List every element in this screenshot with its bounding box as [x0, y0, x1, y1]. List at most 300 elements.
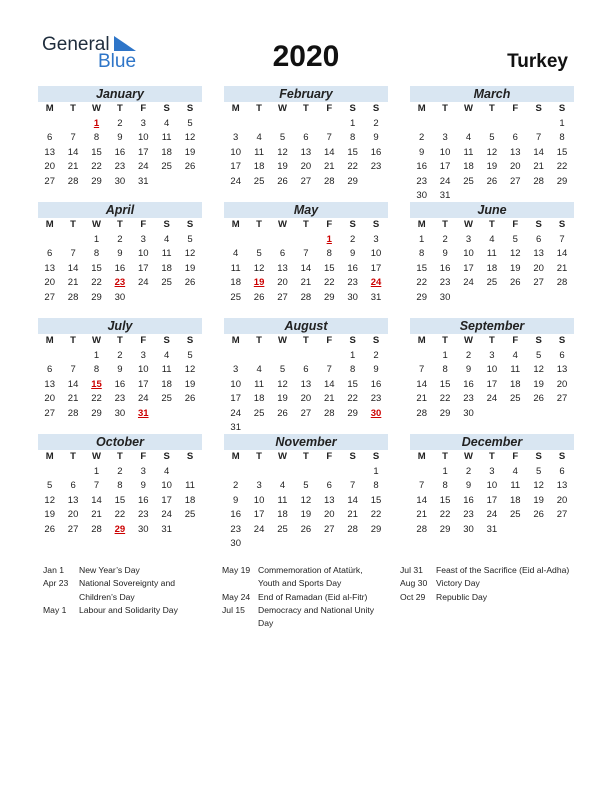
day-cell: 22	[556, 161, 568, 172]
weekday-label: S	[186, 103, 194, 114]
day-cell: 11	[230, 262, 241, 274]
day-cell: 6	[303, 364, 309, 375]
empty-day-cell	[247, 349, 270, 364]
weekday-label: F	[326, 451, 333, 462]
day-cell: 11	[161, 132, 172, 143]
weekday-label: T	[116, 103, 123, 114]
day-cell: 20	[533, 262, 544, 274]
weekday-label: T	[488, 103, 495, 114]
day-cell: 19	[509, 262, 521, 274]
empty-day-cell	[457, 291, 480, 306]
day-cell: 6	[326, 480, 332, 491]
day-cell: 22	[91, 393, 102, 404]
empty-day-cell	[178, 291, 201, 306]
day-cell: 14	[67, 378, 79, 390]
day-cell: 11	[254, 378, 265, 390]
weekday-header-row	[224, 218, 388, 233]
day-cell: 26	[486, 175, 498, 187]
day-cell: 4	[164, 349, 170, 361]
empty-day-cell	[480, 407, 503, 422]
day-cell: 16	[463, 494, 474, 506]
weekday-label: T	[116, 335, 123, 346]
month-september	[410, 318, 574, 421]
weekday-label: S	[558, 219, 566, 230]
week-row	[224, 233, 388, 248]
week-row	[38, 247, 202, 262]
day-cell: 8	[93, 132, 100, 143]
day-cell: 5	[536, 349, 542, 361]
empty-day-cell	[318, 465, 341, 480]
day-cell: 30	[230, 538, 241, 549]
day-cell: 15	[556, 146, 568, 158]
holiday-name: Victory Day	[436, 578, 480, 589]
day-cell: 5	[279, 364, 286, 375]
day-cell: 1	[93, 233, 100, 245]
day-cell: 1	[419, 233, 425, 245]
day-cell: 14	[67, 262, 79, 274]
day-cell: 21	[300, 277, 312, 288]
day-cell: 16	[463, 378, 474, 390]
week-row	[224, 291, 388, 306]
month-january	[38, 86, 202, 189]
day-cell: 15	[323, 262, 335, 274]
holiday-day-cell: 30	[370, 407, 382, 419]
day-cell: 19	[184, 146, 196, 158]
day-cell: 28	[347, 523, 358, 535]
holiday-date: May 19	[222, 565, 251, 575]
holiday-date: Jul 31	[400, 565, 423, 575]
empty-day-cell	[247, 233, 270, 248]
week-row	[410, 247, 574, 262]
day-cell: 28	[67, 291, 79, 303]
day-cell: 2	[373, 349, 379, 361]
month-title: August	[224, 318, 388, 334]
day-cell: 11	[277, 494, 288, 506]
weekday-label: S	[558, 451, 566, 462]
week-row	[38, 407, 202, 422]
day-cell: 13	[44, 262, 55, 274]
holiday-list-col-3	[400, 564, 575, 604]
day-cell: 20	[277, 277, 288, 288]
day-cell: 12	[44, 494, 55, 506]
day-cell: 9	[373, 132, 379, 143]
weekday-label: W	[91, 219, 101, 230]
day-cell: 5	[489, 132, 495, 143]
day-cell: 25	[253, 407, 265, 419]
day-cell: 3	[233, 132, 239, 143]
day-cell: 30	[114, 407, 126, 419]
country-name: Turkey	[507, 51, 568, 72]
weekday-label: T	[70, 219, 76, 230]
day-cell: 15	[347, 146, 358, 158]
day-cell: 5	[187, 233, 193, 245]
empty-day-cell	[410, 349, 433, 364]
day-cell: 28	[323, 407, 335, 419]
empty-day-cell	[38, 233, 61, 248]
month-february	[224, 86, 388, 189]
day-cell: 31	[137, 175, 149, 187]
week-row	[38, 349, 202, 364]
day-cell: 18	[277, 509, 288, 520]
day-cell: 25	[253, 175, 265, 187]
day-cell: 13	[556, 364, 568, 375]
day-cell: 11	[161, 248, 172, 259]
day-cell: 7	[326, 364, 332, 375]
day-cell: 29	[416, 291, 427, 303]
holiday-name: New Year’s Day	[79, 565, 140, 575]
day-cell: 10	[137, 248, 149, 259]
weekday-label: F	[140, 335, 147, 346]
day-cell: 12	[533, 480, 544, 491]
empty-day-cell	[38, 465, 61, 480]
weekday-label: S	[186, 219, 194, 230]
day-cell: 21	[323, 161, 335, 172]
weekday-label: T	[116, 219, 123, 230]
day-cell: 23	[347, 277, 358, 288]
day-cell: 28	[67, 175, 79, 187]
day-cell: 3	[489, 349, 495, 361]
day-cell: 18	[253, 393, 265, 404]
week-row	[38, 508, 202, 523]
logo-text-general: General	[42, 34, 110, 55]
empty-day-cell	[247, 117, 270, 132]
day-cell: 27	[556, 509, 568, 520]
day-cell: 12	[184, 248, 196, 259]
day-cell: 9	[465, 480, 472, 491]
day-cell: 18	[230, 277, 241, 288]
empty-day-cell	[271, 465, 294, 480]
day-cell: 24	[486, 509, 498, 520]
day-cell: 7	[559, 233, 565, 245]
day-cell: 6	[512, 132, 518, 143]
empty-day-cell	[364, 175, 387, 190]
day-cell: 10	[486, 364, 498, 375]
day-cell: 9	[465, 364, 472, 375]
day-cell: 16	[347, 262, 358, 274]
empty-day-cell	[318, 117, 341, 132]
day-cell: 5	[187, 117, 193, 129]
empty-day-cell	[550, 407, 573, 422]
day-cell: 18	[184, 494, 196, 506]
holiday-name: Commemoration of Atatürk, Youth and Sports Day	[258, 565, 363, 589]
day-cell: 12	[184, 364, 196, 375]
month-title: June	[410, 202, 574, 218]
empty-day-cell	[224, 117, 247, 132]
day-cell: 19	[184, 378, 196, 390]
day-cell: 23	[370, 393, 382, 404]
day-cell: 6	[47, 364, 53, 375]
day-cell: 16	[370, 146, 382, 158]
weekday-label: T	[488, 451, 495, 462]
day-cell: 19	[533, 494, 544, 506]
weekday-label: M	[45, 335, 54, 346]
holiday-date: Jan 1	[43, 565, 65, 575]
day-cell: 18	[486, 262, 498, 274]
day-cell: 17	[486, 494, 498, 506]
day-cell: 29	[347, 407, 358, 419]
day-cell: 2	[233, 480, 239, 491]
day-cell: 28	[416, 523, 427, 535]
week-row	[410, 117, 574, 132]
weekday-label: W	[277, 451, 287, 462]
day-cell: 25	[161, 161, 172, 172]
day-cell: 6	[303, 132, 309, 143]
day-cell: 1	[350, 117, 356, 129]
day-cell: 10	[253, 494, 265, 506]
week-row	[224, 276, 388, 291]
empty-day-cell	[504, 407, 527, 422]
empty-day-cell	[61, 465, 84, 480]
day-cell: 24	[463, 277, 474, 288]
week-row	[38, 131, 202, 146]
holiday-date: May 24	[222, 591, 251, 602]
week-row	[410, 349, 574, 364]
day-cell: 12	[509, 248, 521, 259]
empty-day-cell	[410, 117, 433, 132]
empty-day-cell	[38, 117, 61, 132]
month-title: April	[38, 202, 202, 218]
day-cell: 5	[303, 480, 309, 491]
day-cell: 2	[117, 233, 123, 245]
day-cell: 13	[533, 248, 544, 259]
week-row	[410, 479, 574, 494]
day-cell: 28	[323, 175, 335, 187]
week-row	[38, 276, 202, 291]
day-cell: 14	[416, 494, 427, 506]
day-cell: 24	[486, 393, 498, 404]
day-cell: 14	[91, 494, 102, 506]
empty-day-cell	[61, 233, 84, 248]
day-cell: 17	[230, 161, 241, 172]
week-row	[410, 262, 574, 277]
day-cell: 15	[439, 378, 451, 390]
weekday-header-row	[410, 218, 574, 233]
weekday-header-row	[410, 334, 574, 349]
day-cell: 14	[300, 262, 312, 274]
day-cell: 19	[533, 378, 544, 390]
day-cell: 23	[463, 509, 474, 520]
holiday-name: Feast of the Sacrifice (Eid al-Adha)	[436, 565, 570, 575]
day-cell: 20	[300, 393, 312, 404]
weekday-label: T	[442, 219, 448, 230]
day-cell: 16	[114, 378, 126, 390]
day-cell: 2	[117, 349, 123, 361]
day-cell: 4	[256, 364, 262, 375]
day-cell: 30	[463, 407, 474, 419]
holiday-date: Apr 23	[43, 578, 69, 589]
day-cell: 3	[233, 364, 239, 375]
week-row	[38, 117, 202, 132]
week-row	[224, 146, 388, 161]
holiday-day-cell: 31	[137, 407, 149, 419]
weekday-label: F	[512, 219, 519, 230]
day-cell: 27	[44, 291, 55, 303]
holiday-date: May 1	[43, 604, 67, 615]
day-cell: 10	[439, 146, 451, 158]
week-row	[38, 494, 202, 509]
day-cell: 10	[486, 480, 498, 491]
weekday-label: T	[442, 103, 448, 114]
day-cell: 23	[114, 161, 126, 172]
day-cell: 21	[416, 393, 427, 404]
holiday-entry	[43, 564, 193, 577]
holiday-entry	[400, 564, 575, 577]
day-cell: 15	[91, 146, 102, 158]
day-cell: 13	[323, 494, 335, 506]
week-row	[38, 233, 202, 248]
day-cell: 9	[117, 248, 123, 259]
weekday-label: M	[45, 451, 54, 462]
day-cell: 17	[137, 146, 149, 158]
month-title: May	[224, 202, 388, 218]
day-cell: 6	[47, 132, 53, 143]
weekday-label: T	[256, 335, 262, 346]
day-cell: 25	[161, 277, 172, 288]
month-march	[410, 86, 574, 204]
day-cell: 26	[184, 161, 196, 172]
day-cell: 1	[442, 465, 448, 477]
day-cell: 5	[256, 248, 262, 259]
week-row	[38, 378, 202, 393]
day-cell: 30	[439, 291, 451, 303]
weekday-header-row	[224, 102, 388, 117]
day-cell: 7	[326, 132, 332, 143]
weekday-label: T	[302, 103, 309, 114]
weekday-header-row	[410, 102, 574, 117]
weekday-label: T	[70, 103, 76, 114]
weekday-label: W	[277, 219, 287, 230]
day-cell: 5	[279, 132, 286, 143]
empty-day-cell	[527, 523, 550, 538]
holiday-entry	[43, 577, 193, 604]
day-cell: 2	[117, 117, 123, 129]
day-cell: 24	[137, 277, 149, 288]
day-cell: 14	[347, 494, 358, 506]
holiday-day-cell: 1	[93, 117, 100, 129]
week-row	[410, 465, 574, 480]
month-title: December	[410, 434, 574, 450]
weekday-label: S	[535, 335, 542, 346]
weekday-label: S	[372, 335, 380, 346]
day-cell: 3	[373, 233, 379, 245]
day-cell: 11	[510, 364, 521, 375]
day-cell: 12	[184, 132, 196, 143]
day-cell: 11	[463, 146, 474, 158]
empty-day-cell	[550, 291, 573, 306]
day-cell: 26	[184, 393, 196, 404]
day-cell: 3	[140, 233, 146, 245]
day-cell: 29	[347, 175, 358, 187]
day-cell: 2	[442, 233, 448, 245]
day-cell: 21	[67, 393, 79, 404]
empty-day-cell	[318, 349, 341, 364]
weekday-label: W	[277, 103, 287, 114]
day-cell: 1	[350, 349, 356, 361]
day-cell: 29	[556, 175, 568, 187]
month-title: September	[410, 318, 574, 334]
day-cell: 13	[300, 378, 312, 390]
day-cell: 15	[416, 262, 427, 274]
weekday-label: M	[231, 335, 240, 346]
month-april	[38, 202, 202, 305]
day-cell: 20	[300, 161, 312, 172]
day-cell: 19	[277, 393, 288, 404]
day-cell: 1	[93, 465, 100, 477]
day-cell: 11	[510, 480, 521, 491]
day-cell: 16	[230, 509, 241, 520]
empty-day-cell	[178, 175, 201, 190]
day-cell: 29	[439, 523, 451, 535]
day-cell: 27	[323, 523, 335, 535]
day-cell: 8	[559, 132, 565, 143]
day-cell: 2	[350, 233, 356, 245]
day-cell: 26	[253, 291, 265, 303]
week-row	[410, 363, 574, 378]
week-row	[38, 146, 202, 161]
empty-day-cell	[294, 537, 317, 552]
day-cell: 14	[67, 146, 79, 158]
day-cell: 23	[416, 175, 427, 187]
day-cell: 15	[91, 262, 102, 274]
weekday-label: S	[372, 451, 380, 462]
day-cell: 15	[347, 378, 358, 390]
weekday-header-row	[38, 450, 202, 465]
day-cell: 3	[140, 117, 146, 129]
week-row	[38, 465, 202, 480]
week-row	[38, 175, 202, 190]
day-cell: 23	[137, 509, 149, 520]
holiday-date: Aug 30	[400, 578, 428, 589]
holiday-entry	[400, 591, 575, 604]
day-cell: 21	[323, 393, 335, 404]
day-cell: 10	[161, 480, 172, 491]
weekday-label: F	[512, 103, 519, 114]
day-cell: 4	[465, 132, 472, 143]
empty-day-cell	[61, 349, 84, 364]
weekday-label: S	[163, 103, 170, 114]
day-cell: 26	[277, 175, 288, 187]
empty-day-cell	[224, 349, 247, 364]
day-cell: 28	[91, 523, 102, 535]
month-title: November	[224, 434, 388, 450]
day-cell: 1	[373, 465, 379, 477]
empty-day-cell	[364, 537, 387, 552]
week-row	[224, 349, 388, 364]
day-cell: 13	[300, 146, 312, 158]
day-cell: 4	[489, 233, 495, 245]
day-cell: 22	[91, 277, 102, 288]
day-cell: 22	[416, 277, 427, 288]
day-cell: 4	[256, 132, 262, 143]
day-cell: 23	[370, 161, 382, 172]
empty-day-cell	[178, 523, 201, 538]
week-row	[410, 407, 574, 422]
month-july	[38, 318, 202, 421]
day-cell: 14	[323, 378, 335, 390]
weekday-label: S	[558, 103, 566, 114]
day-cell: 8	[350, 132, 356, 143]
holiday-name: Republic Day	[436, 591, 488, 602]
weekday-label: S	[163, 335, 170, 346]
day-cell: 7	[70, 364, 76, 375]
day-cell: 26	[533, 393, 544, 404]
weekday-label: M	[417, 451, 426, 462]
weekday-label: W	[277, 335, 287, 346]
month-title: July	[38, 318, 202, 334]
day-cell: 17	[230, 393, 241, 404]
week-row	[224, 523, 388, 538]
weekday-label: W	[463, 103, 473, 114]
